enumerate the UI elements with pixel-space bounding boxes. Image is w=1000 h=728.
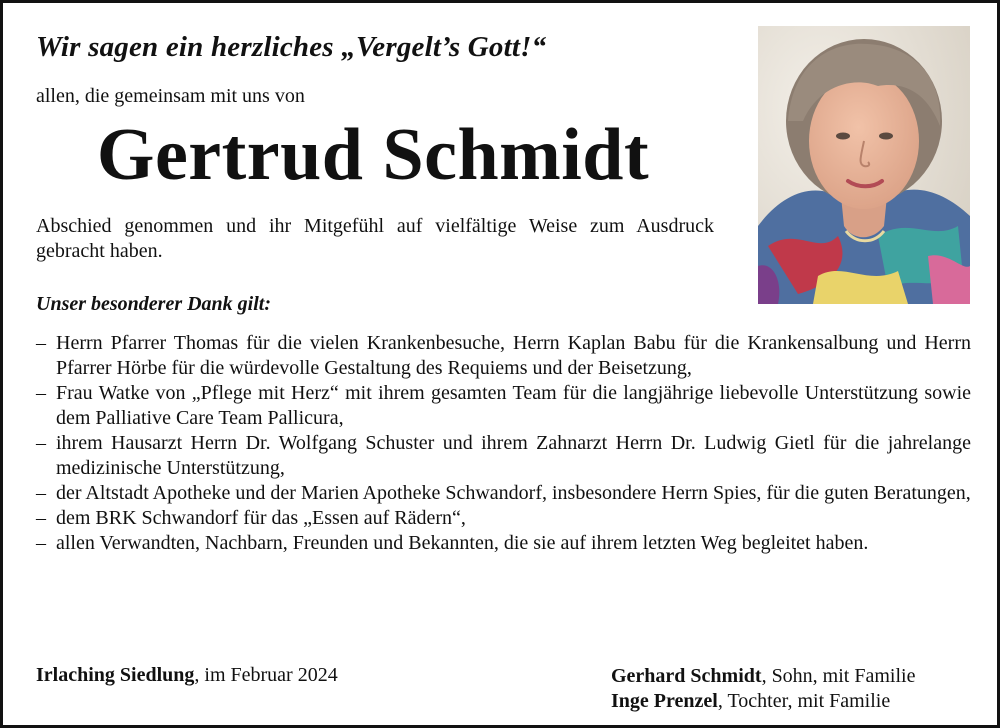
signer-name: Gerhard Schmidt <box>611 665 762 687</box>
signer-line <box>611 664 915 689</box>
bullet-dash: – <box>36 432 46 454</box>
list-item <box>36 331 971 381</box>
list-item-text: Herrn Pfarrer Thomas für die vielen Krankenbesuche, Herrn Kaplan Babu für die Krankensalbung und Herrn Pfarrer Hörbe für die würdevolle Gestaltung des Requiems und der Beisetzung, <box>56 332 971 379</box>
place-name: Irlaching Siedlung <box>36 664 195 686</box>
list-item-text: Frau Watke von „Pflege mit Herz“ mit ihrem gesamten Team für die langjährige liebevolle Unterstützung sowie dem Palliative Care Team Pallicura, <box>56 382 971 429</box>
list-item <box>36 481 971 506</box>
list-item <box>36 506 971 531</box>
list-item-text: dem BRK Schwandorf für das „Essen auf Rädern“, <box>56 507 466 529</box>
intro-text: allen, die gemeinsam mit uns von <box>36 85 305 107</box>
list-item-text: ihrem Hausarzt Herrn Dr. Wolfgang Schuster und ihrem Zahnarzt Herrn Dr. Ludwig Gietl für die jahrelange medizinische Unterstützung, <box>56 432 971 479</box>
deceased-name: Gertrud Schmidt <box>96 114 650 196</box>
signer-line <box>611 689 915 714</box>
list-item-text: allen Verwandten, Nachbarn, Freunden und Bekannten, die sie auf ihrem letzten Weg begleitet haben. <box>56 532 869 554</box>
bullet-dash: – <box>36 532 46 554</box>
bullet-dash: – <box>36 507 46 529</box>
signers-block <box>611 664 915 714</box>
headline: Wir sagen ein herzliches „Vergelt’s Gott!“ <box>36 31 547 63</box>
bullet-dash: – <box>36 332 46 354</box>
bullet-dash: – <box>36 382 46 404</box>
list-item <box>36 431 971 481</box>
list-item <box>36 531 971 556</box>
thanks-list <box>36 331 971 556</box>
list-item-text: der Altstadt Apotheke und der Marien Apotheke Schwandorf, insbesondere Herrn Spies, für die guten Beratungen, <box>56 482 971 504</box>
signer-relation: , Tochter, mit Familie <box>717 690 891 712</box>
place-and-date <box>36 664 338 687</box>
list-item <box>36 381 971 431</box>
bullet-dash: – <box>36 482 46 504</box>
signer-relation: , Sohn, mit Familie <box>761 665 916 687</box>
farewell-text: Abschied genommen und ihr Mitgefühl auf vielfältige Weise zum Ausdruck gebracht haben. <box>36 215 714 262</box>
date-text: , im Februar 2024 <box>194 664 338 686</box>
thanks-heading: Unser besonderer Dank gilt: <box>36 293 272 315</box>
signer-name: Inge Prenzel <box>611 690 718 712</box>
portrait-photo <box>758 26 970 304</box>
